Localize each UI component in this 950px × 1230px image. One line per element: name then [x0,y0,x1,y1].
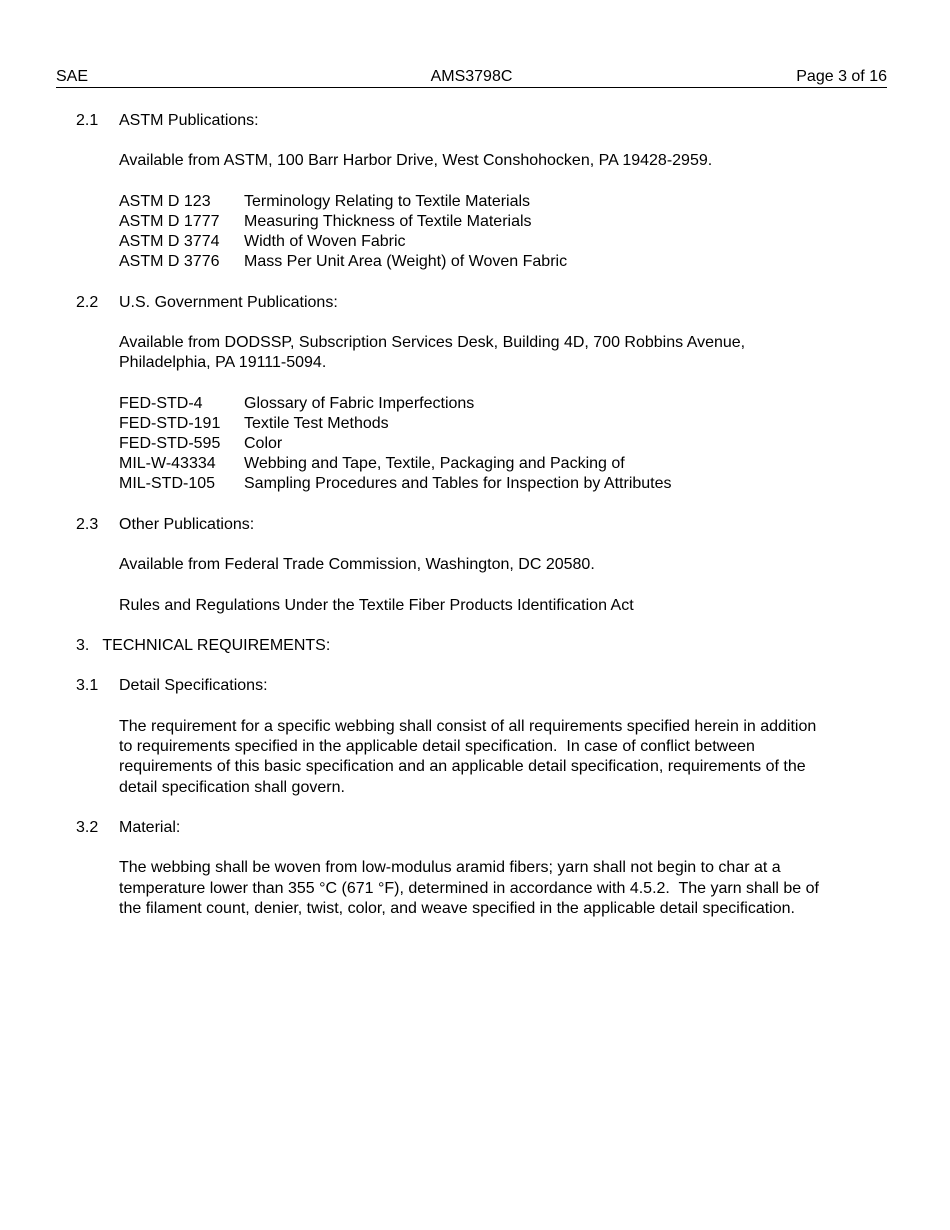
ref-description: Sampling Procedures and Tables for Inspection by Attributes [244,475,672,492]
section-number-3-2: 3.2 [76,819,99,836]
header-doc-number: AMS3798C [430,68,513,85]
ref-code: ASTM D 3776 [119,253,220,270]
ref-code: ASTM D 123 [119,193,211,210]
paragraph-line: detail specification shall govern. [119,779,345,796]
header-page-number: Page 3 of 16 [796,68,887,85]
ref-code: MIL-W-43334 [119,455,216,472]
page-header [56,67,887,88]
ref-description: Terminology Relating to Textile Materials [244,193,531,210]
ref-code: MIL-STD-105 [119,475,216,492]
ref-description: Mass Per Unit Area (Weight) of Woven Fabric [244,253,568,270]
section-title-3-2: Material: [119,819,181,836]
section-number-3-1: 3.1 [76,677,99,694]
ref-code: FED-STD-595 [119,435,221,452]
section-title-2-2: U.S. Government Publications: [119,294,338,311]
ref-code: FED-STD-4 [119,395,203,412]
section-heading-3: 3. TECHNICAL REQUIREMENTS: [76,637,331,654]
ref-description: Color [244,435,283,452]
paragraph-line: to requirements specified in the applicable detail specification. In case of conflict between [119,738,755,755]
section-number-2-1: 2.1 [76,112,99,129]
dodssp-availability-line-2: Philadelphia, PA 19111-5094. [119,354,327,371]
ref-description: Textile Test Methods [244,415,389,432]
paragraph-line: requirements of this basic specification and an applicable detail specification, requirements of the [119,758,806,775]
ftc-availability: Available from Federal Trade Commission, Washington, DC 20580. [119,556,595,573]
dodssp-availability-line-1: Available from DODSSP, Subscription Services Desk, Building 4D, 700 Robbins Avenue, [119,334,746,351]
ref-description: Glossary of Fabric Imperfections [244,395,475,412]
section-number-2-2: 2.2 [76,294,99,311]
header-org: SAE [56,68,89,85]
ref-code: ASTM D 1777 [119,213,220,230]
section-title-2-3: Other Publications: [119,516,255,533]
ref-description: Measuring Thickness of Textile Materials [244,213,532,230]
section-title-2-1: ASTM Publications: [119,112,259,129]
ref-description: Width of Woven Fabric [244,233,406,250]
section-title-3-1: Detail Specifications: [119,677,268,694]
ref-code: ASTM D 3774 [119,233,220,250]
ref-code: FED-STD-191 [119,415,221,432]
ref-description: Webbing and Tape, Textile, Packaging and Packing of [244,455,625,472]
paragraph-line: the filament count, denier, twist, color, and weave specified in the applicable detail specification. [119,900,795,917]
paragraph-line: The requirement for a specific webbing shall consist of all requirements specified herein in addition [119,718,817,735]
paragraph-line: temperature lower than 355 °C (671 °F), determined in accordance with 4.5.2. The yarn shall be of [119,880,819,897]
astm-availability: Available from ASTM, 100 Barr Harbor Drive, West Conshohocken, PA 19428-2959. [119,152,713,169]
paragraph-line: The webbing shall be woven from low-modulus aramid fibers; yarn shall not begin to char at a [119,859,781,876]
textile-rules-reference: Rules and Regulations Under the Textile Fiber Products Identification Act [119,597,634,614]
section-number-2-3: 2.3 [76,516,99,533]
